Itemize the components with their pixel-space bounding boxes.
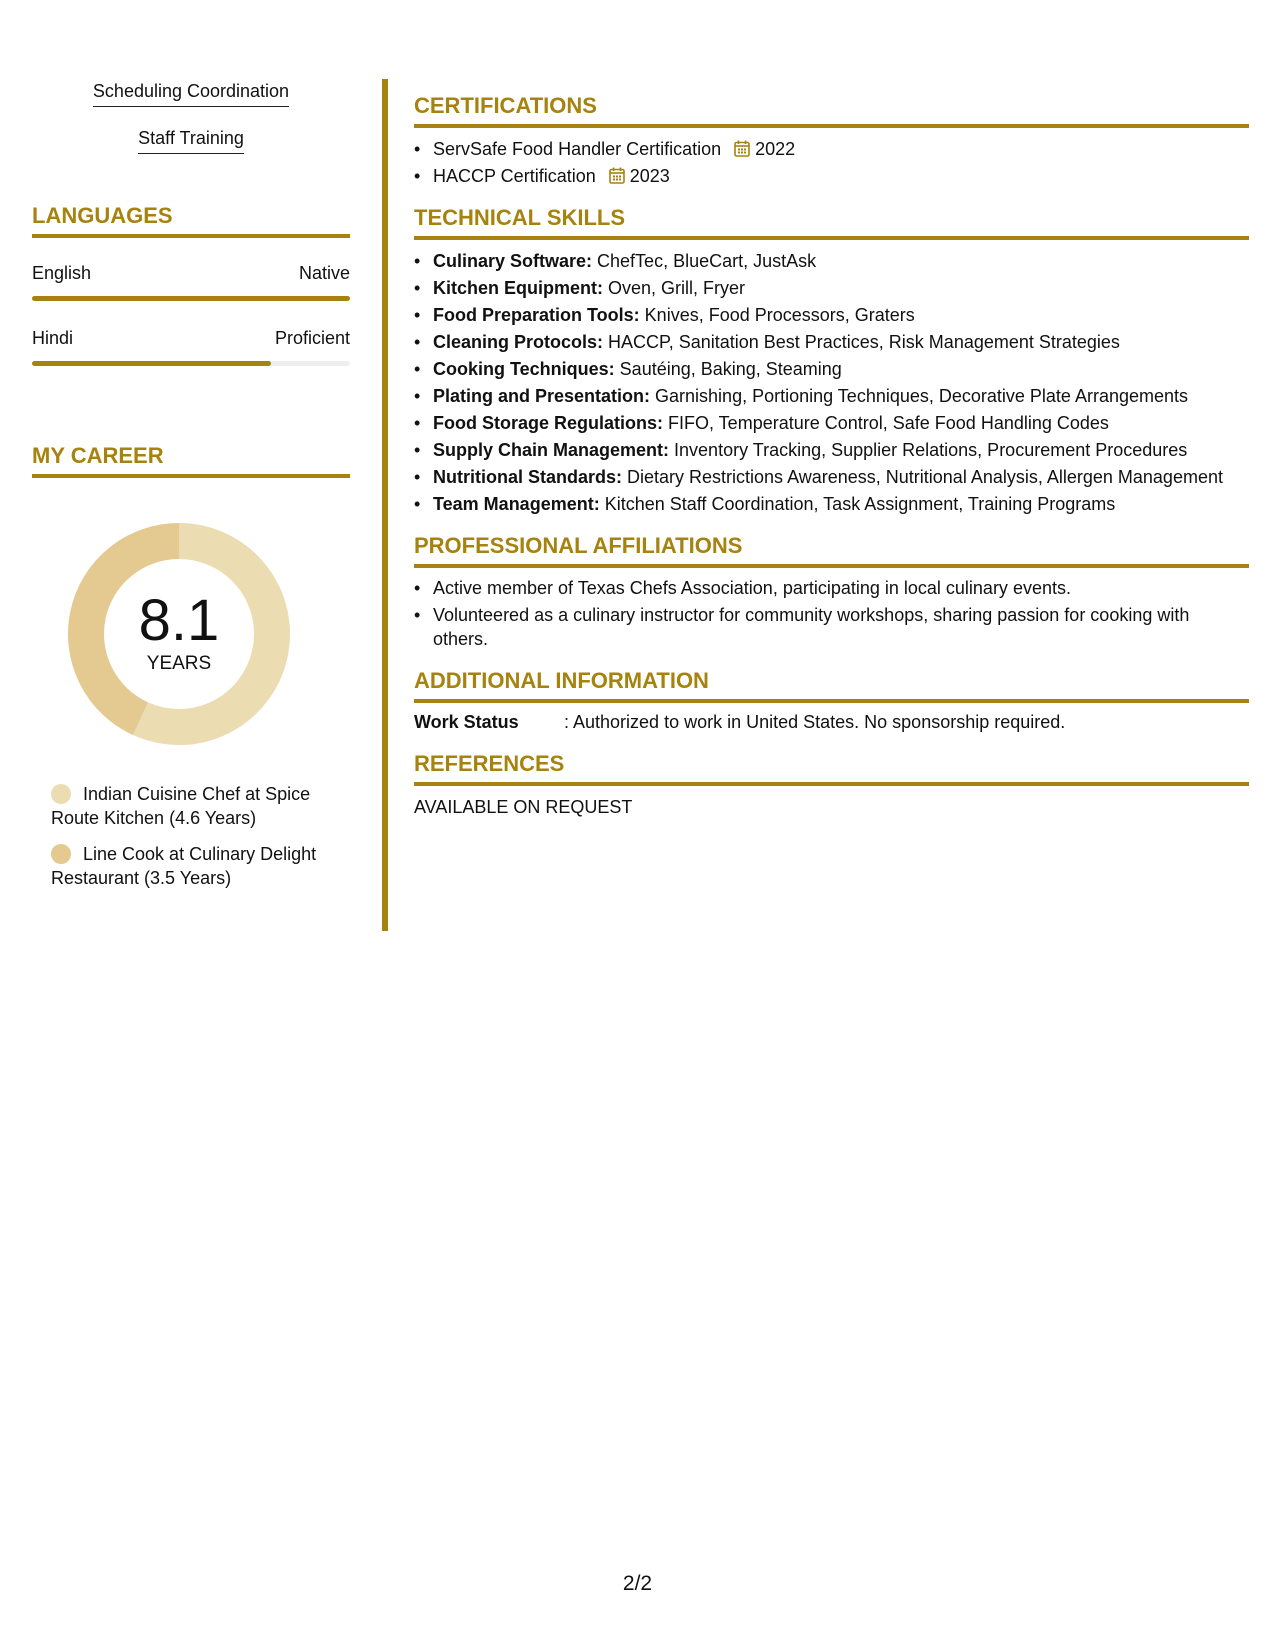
skill-label: Kitchen Equipment: bbox=[433, 278, 603, 298]
career-legend-item bbox=[51, 842, 350, 890]
list-item: • Active member of Texas Chefs Association, participating in local culinary events. bbox=[414, 576, 1249, 600]
language-proficiency-bar bbox=[32, 361, 350, 366]
section-title: MY CAREER bbox=[32, 442, 350, 478]
list-item bbox=[414, 329, 1249, 356]
language-proficiency-fill bbox=[32, 296, 350, 301]
references-text: AVAILABLE ON REQUEST bbox=[414, 797, 633, 817]
list-item bbox=[414, 136, 1249, 163]
skill-value: FIFO, Temperature Control, Safe Food Handling Codes bbox=[663, 413, 1109, 433]
career-legend-item bbox=[51, 782, 350, 830]
language-name: Hindi bbox=[32, 328, 74, 348]
list-item bbox=[414, 491, 1249, 518]
technical-skills-list bbox=[414, 248, 1249, 518]
right-column bbox=[414, 92, 1249, 819]
career-legend-label: Line Cook at Culinary Delight Restaurant (3.5 Years) bbox=[51, 844, 317, 888]
career-total-unit: YEARS bbox=[146, 653, 212, 674]
skill-label: Plating and Presentation: bbox=[433, 386, 651, 406]
section-title: REFERENCES bbox=[414, 750, 1249, 786]
additional-info-section bbox=[414, 667, 1249, 734]
career-total-years: 8.1 bbox=[138, 588, 220, 653]
page-number: 2/2 bbox=[622, 1572, 653, 1595]
calendar-icon bbox=[734, 140, 750, 157]
list-item bbox=[414, 410, 1249, 437]
section-title: CERTIFICATIONS bbox=[414, 92, 1249, 128]
references-section bbox=[414, 750, 1249, 819]
skill-label: Supply Chain Management: bbox=[433, 440, 670, 460]
skill-tag: Staff Training bbox=[138, 127, 244, 154]
skill-value: Inventory Tracking, Supplier Relations, Procurement Procedures bbox=[669, 440, 1188, 460]
column-divider bbox=[382, 79, 388, 931]
skills-tags bbox=[32, 80, 350, 154]
skill-value: ChefTec, BlueCart, JustAsk bbox=[592, 251, 817, 271]
certifications-list bbox=[414, 136, 1249, 190]
skill-label: Cleaning Protocols: bbox=[433, 332, 604, 352]
skill-tag: Scheduling Coordination bbox=[93, 80, 289, 107]
language-item bbox=[32, 262, 350, 301]
section-title: LANGUAGES bbox=[32, 202, 350, 238]
list-item bbox=[414, 464, 1249, 491]
skill-value: HACCP, Sanitation Best Practices, Risk Management Strategies bbox=[603, 332, 1120, 352]
career-donut-chart bbox=[67, 522, 291, 746]
calendar-icon bbox=[609, 167, 625, 184]
work-status-label: Work Status bbox=[414, 712, 519, 732]
legend-dot bbox=[51, 784, 71, 804]
list-item bbox=[414, 383, 1249, 410]
list-item bbox=[414, 356, 1249, 383]
skill-value: Dietary Restrictions Awareness, Nutritional Analysis, Allergen Management bbox=[622, 467, 1223, 487]
certification-year: 2023 bbox=[629, 166, 670, 186]
list-item bbox=[414, 437, 1249, 464]
list-item bbox=[414, 163, 1249, 190]
languages-section bbox=[32, 202, 350, 366]
work-status-row bbox=[414, 710, 1249, 734]
list-item bbox=[414, 275, 1249, 302]
technical-skills-section bbox=[414, 204, 1249, 518]
certification-name: HACCP Certification bbox=[433, 166, 596, 186]
section-title: PROFESSIONAL AFFILIATIONS bbox=[414, 532, 1249, 568]
language-name: English bbox=[32, 263, 92, 283]
skill-label: Culinary Software: bbox=[433, 251, 593, 271]
language-level: Native bbox=[298, 263, 350, 283]
list-item bbox=[414, 302, 1249, 329]
skill-value: Oven, Grill, Fryer bbox=[603, 278, 746, 298]
skill-label: Nutritional Standards: bbox=[433, 467, 623, 487]
certification-year: 2022 bbox=[755, 139, 796, 159]
skill-label: Team Management: bbox=[433, 494, 600, 514]
certification-name: ServSafe Food Handler Certification bbox=[433, 139, 722, 159]
language-level: Proficient bbox=[274, 328, 350, 348]
skill-value: Kitchen Staff Coordination, Task Assignment, Training Programs bbox=[599, 494, 1116, 514]
skill-value: Knives, Food Processors, Graters bbox=[639, 305, 915, 325]
language-proficiency-fill bbox=[32, 361, 271, 366]
affiliations-section bbox=[414, 532, 1249, 651]
skill-label: Food Storage Regulations: bbox=[433, 413, 664, 433]
work-status-value: : Authorized to work in United States. No sponsorship required. bbox=[564, 712, 1066, 732]
skill-value: Sautéing, Baking, Steaming bbox=[614, 359, 842, 379]
legend-dot bbox=[51, 844, 71, 864]
list-item bbox=[414, 248, 1249, 275]
section-title: ADDITIONAL INFORMATION bbox=[414, 667, 1249, 703]
left-column bbox=[32, 80, 350, 890]
language-item bbox=[32, 327, 350, 366]
certifications-section bbox=[414, 92, 1249, 190]
skill-label: Food Preparation Tools: bbox=[433, 305, 640, 325]
career-section bbox=[32, 442, 350, 890]
list-item: • Volunteered as a culinary instructor for community workshops, sharing passion for cooking with others. bbox=[414, 603, 1249, 651]
affiliations-list bbox=[414, 576, 1249, 651]
career-legend bbox=[51, 782, 350, 890]
skill-label: Cooking Techniques: bbox=[433, 359, 615, 379]
career-legend-label: Indian Cuisine Chef at Spice Route Kitchen (4.6 Years) bbox=[51, 784, 311, 828]
skill-value: Garnishing, Portioning Techniques, Decorative Plate Arrangements bbox=[650, 386, 1189, 406]
language-proficiency-bar bbox=[32, 296, 350, 301]
section-title: TECHNICAL SKILLS bbox=[414, 204, 1249, 240]
